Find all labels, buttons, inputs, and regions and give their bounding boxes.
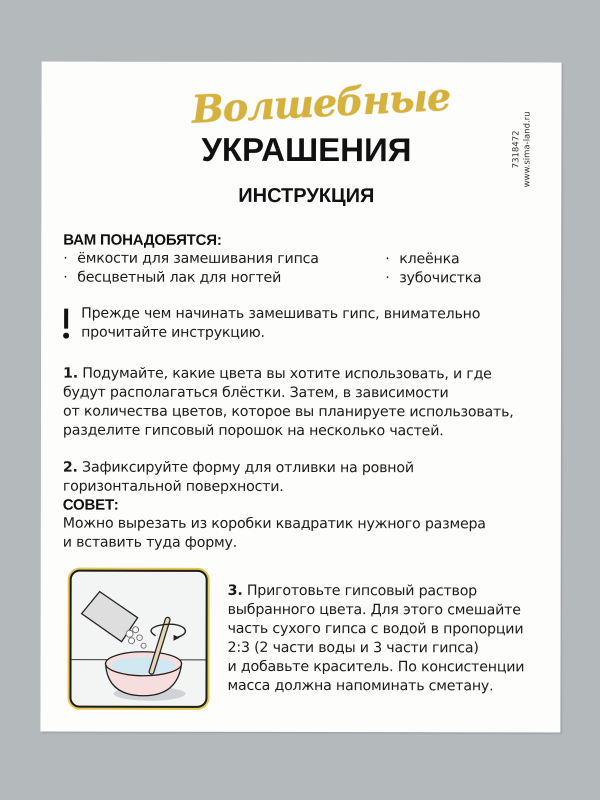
needs-title: ВАМ ПОНАДОБЯТСЯ:	[63, 231, 222, 249]
article-number: 7318472	[511, 130, 522, 169]
side-info	[511, 94, 551, 204]
step-number: 2.	[62, 459, 78, 476]
mixing-bowl-illustration	[69, 570, 207, 708]
exclamation-icon	[61, 305, 79, 343]
website-link: www.sima-land.ru	[522, 111, 533, 188]
brand-script-title: Волшебные	[190, 73, 452, 132]
bullet-icon: ·	[63, 269, 68, 286]
step-number: 1.	[63, 365, 78, 382]
tip-text: Можно вырезать из коробки квадратик нужного размера	[62, 515, 486, 533]
needs-column-1	[63, 250, 385, 289]
needs-column-2	[385, 250, 535, 288]
needs-item: · бесцветный лак для ногтей	[63, 269, 282, 286]
bullet-icon: ·	[385, 270, 390, 287]
step-2: 2. Зафиксируйте форму для отливки на ровной горизонтальной поверхности. СОВЕТ: Можно вырезать из коробки квадратик нужного размера и вставить туда форму.	[63, 459, 553, 554]
mixing-bowl-icon	[71, 572, 205, 706]
step-number: 3.	[227, 582, 243, 599]
needs-item: · клеёнка	[385, 251, 460, 268]
needs-section	[63, 232, 543, 289]
tip-title: СОВЕТ:	[62, 496, 119, 514]
bullet-icon: ·	[63, 250, 68, 267]
needs-item: · ёмкости для замешивания гипса	[63, 250, 319, 268]
needs-item: · зубочистка	[385, 270, 482, 287]
instruction-sheet	[40, 62, 561, 733]
tip-text: и вставить туда форму.	[62, 534, 238, 551]
step-3: 3. Приготовьте гипсовый раствор выбранного цвета. Для этого смешайте часть сухого гипса с водой в пропорции 2:3 (2 части воды и 3 части гипса) и добавьте краситель. По консистенции масса должна напоминать сметану.	[227, 582, 525, 695]
step-1: 1. Подумайте, какие цвета вы хотите использовать, и где будут располагаться блёстки. Затем, в зависимости от количества цветов, которое вы планируете использовать, разделите гипсовый порошок на несколько частей.	[62, 365, 514, 440]
page-subtitle: ИНСТРУКЦИЯ	[238, 184, 375, 208]
page-title: УКРАШЕНИЯ	[201, 130, 412, 169]
bullet-icon: ·	[385, 251, 390, 268]
warning-note: Прежде чем начинать замешивать гипс, внимательно прочитайте инструкцию.	[61, 305, 541, 344]
